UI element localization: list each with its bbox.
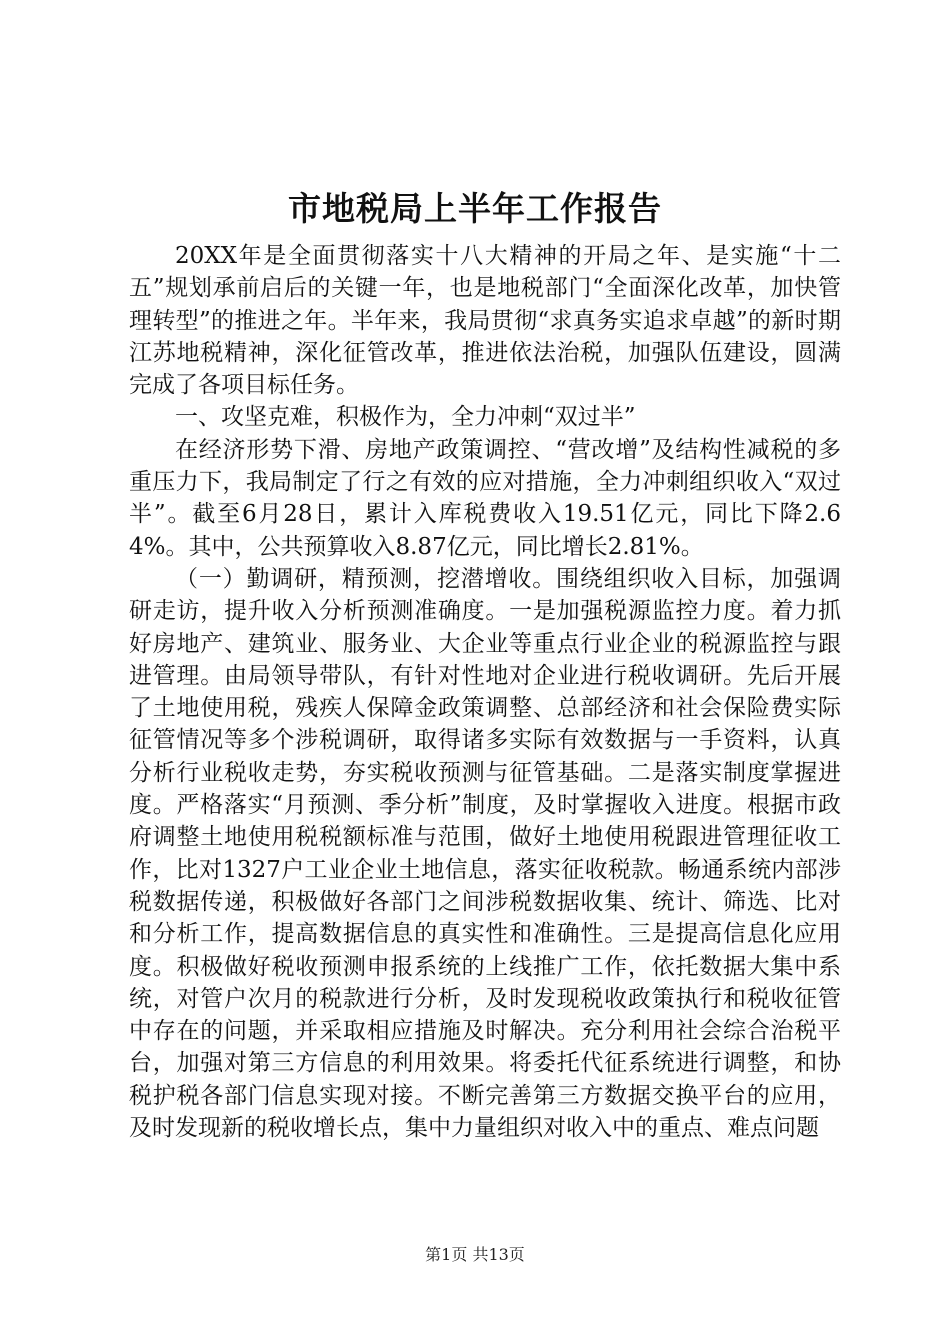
paragraph-revenue: 在经济形势下滑、房地产政策调控、“营改增”及结构性减税的多重压力下，我局制定了行之有效的应对措施，全力冲刺组织收入“双过半”。截至6月28日，累计入库税费收入19.51亿元，同比下降2.64%。其中，公共预算收入8.87亿元，同比增长2.81%。 <box>129 436 841 560</box>
paragraph-intro: 20XX年是全面贯彻落实十八大精神的开局之年、是实施“十二五”规划承前启后的关键一年，也是地税部门“全面深化改革，加快管理转型”的推进之年。半年来，我局贯彻“求真务实追求卓越”的新时期江苏地税精神，深化征管改革，推进依法治税，加强队伍建设，圆满完成了各项目标任务。 <box>129 243 841 399</box>
document-title: 市地税局上半年工作报告 <box>288 189 662 228</box>
document-body <box>129 240 841 1144</box>
page-number-footer: 第1页 共13页 <box>425 1245 525 1264</box>
paragraph-subsection-1: （一）勤调研，精预测，挖潜增收。围绕组织收入目标，加强调研走访，提升收入分析预测准确度。一是加强税源监控力度。着力抓好房地产、建筑业、服务业、大企业等重点行业企业的税源监控与跟进管理。由局领导带队，有针对性地对企业进行税收调研。先后开展了土地使用税，残疾人保障金政策调整、总部经济和社会保险费实际征管情况等多个涉税调研，取得诸多实际有效数据与一手资料，认真分析行业税收走势，夯实税收预测与征管基础。二是落实制度掌握进度。严格落实“月预测、季分析”制度，及时掌握收入进度。根据市政府调整土地使用税税额标准与范围，做好土地使用税跟进管理征收工作，比对1327户工业企业土地信息，落实征收税款。畅通系统内部涉税数据传递，积极做好各部门之间涉税数据收集、统计、筛选、比对和分析工作，提高数据信息的真实性和准确性。三是提高信息化应用度。积极做好税收预测申报系统的上线推广工作，依托数据大集中系统，对管户次月的税款进行分析，及时发现税收政策执行和税收征管中存在的问题，并采取相应措施及时解决。充分利用社会综合治税平台，加强对第三方信息的利用效果。将委托代征系统进行调整，和协税护税各部门信息实现对接。不断完善第三方数据交换平台的应用，及时发现新的税收增长点，集中力量组织对收入中的重点、难点问题 <box>129 565 841 1142</box>
section-heading-1: 一、攻坚克难，积极作为，全力冲刺“双过半” <box>175 404 636 431</box>
